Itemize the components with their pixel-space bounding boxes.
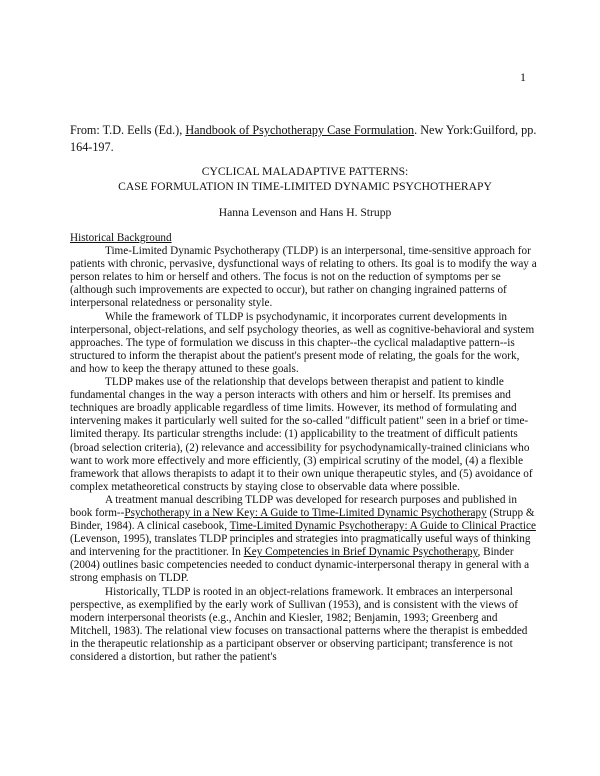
- source-prefix: From: T.D. Eells (Ed.),: [70, 123, 186, 137]
- paragraph-3: TLDP makes use of the relationship that develops between therapist and patient to kindle fundamental changes in the way a person interacts with others and him or herself. Its premises and techniques are broadly applicable regardless of time limits. However, its method of formulating and intervening makes it particularly well suited for the so-called "difficult patient" seen in a brief or time-limited therapy. Its particular strengths include: (1) applicability to the treatment of difficult patients (broad selection criteria), (2) relevance and accessibility for psychodynamically-trained clinicians who want to work more effectively and more efficiently, (3) empirical scrutiny of the model, (4) a flexible framework that allows therapists to adapt it to their own unique therapeutic styles, and (5) avoidance of complex metatheoretical constructs by staying close to observable data where possible.: [70, 376, 533, 493]
- page-number: 1: [520, 70, 526, 84]
- paragraph-4-text-3: (Levenson, 1995), translates TLDP principles and strategies into pragmatically useful ways of thinking and intervening for the practitioner. In: [70, 533, 531, 559]
- chapter-title-line-1: CYCLICAL MALADAPTIVE PATTERNS:: [201, 165, 409, 178]
- paragraph-4-text-2: (Strupp & Binder, 1984). A clinical casebook,: [70, 506, 535, 533]
- book-title-key-competencies: Key Competencies in Brief Dynamic Psychotherapy: [243, 546, 478, 559]
- paragraph-1: Time-Limited Dynamic Psychotherapy (TLDP) is an interpersonal, time-sensitive approach for patients with chronic, pervasive, dysfunctional ways of relating to others. Its goal is to modify the way a person relates to him or herself and others. The focus is not on the reduction of symptoms per se (although such improvements are expected to occur), but rather on changing ingrained patterns of interpersonal relatedness or personality style.: [70, 245, 537, 310]
- paragraph-4: [70, 494, 538, 586]
- source-suffix: . New York:Guilford, pp. 164-197.: [70, 123, 537, 154]
- body-text: [70, 232, 538, 664]
- chapter-title-line-2: CASE FORMULATION IN TIME-LIMITED DYNAMIC PSYCHOTHERAPY: [118, 180, 492, 193]
- book-title-tldp-guide: Time-Limited Dynamic Psychotherapy: A Guide to Clinical Practice: [229, 520, 536, 533]
- paragraph-5: Historically, TLDP is rooted in an object-relations framework. It embraces an interpersonal perspective, as exemplified by the early work of Sullivan (1953), and is consistent with the views of modern interpersonal theorists (e.g., Anchin and Kiesler, 1982; Benjamin, 1993; Greenberg and Mitchell, 1983). The relational view focuses on transactional patterns where the therapist is embedded in the therapeutic relationship as a participant observer or observing participant; transference is not considered a distortion, but rather the patient's: [70, 585, 528, 663]
- paragraph-4-text-4: , Binder (2004) outlines basic competencies needed to conduct dynamic-interpersonal therapy in general with a strong emphasis on TLDP.: [70, 546, 530, 585]
- chapter-title: [70, 164, 540, 194]
- source-citation: [70, 122, 540, 156]
- paragraph-4-text-1: A treatment manual describing TLDP was developed for research purposes and published in book form--: [70, 493, 517, 519]
- section-heading: Historical Background: [70, 232, 172, 244]
- authors: Hanna Levenson and Hans H. Strupp: [218, 206, 392, 219]
- source-book-title: Handbook of Psychotherapy Case Formulation: [185, 123, 415, 137]
- book-title-new-key: Psychotherapy in a New Key: A Guide to Time-Limited Dynamic Psychotherapy: [124, 506, 487, 519]
- paragraph-2: While the framework of TLDP is psychodynamic, it incorporates current developments in interpersonal, object-relations, and self psychology theories, as well as cognitive-behavioral and system approaches. The type of formulation we discuss in this chapter--the cyclical maladaptive pattern--is structured to inform the therapist about the patient's present mode of relating, the goals for the work, and how to keep the therapy attuned to these goals.: [70, 310, 535, 375]
